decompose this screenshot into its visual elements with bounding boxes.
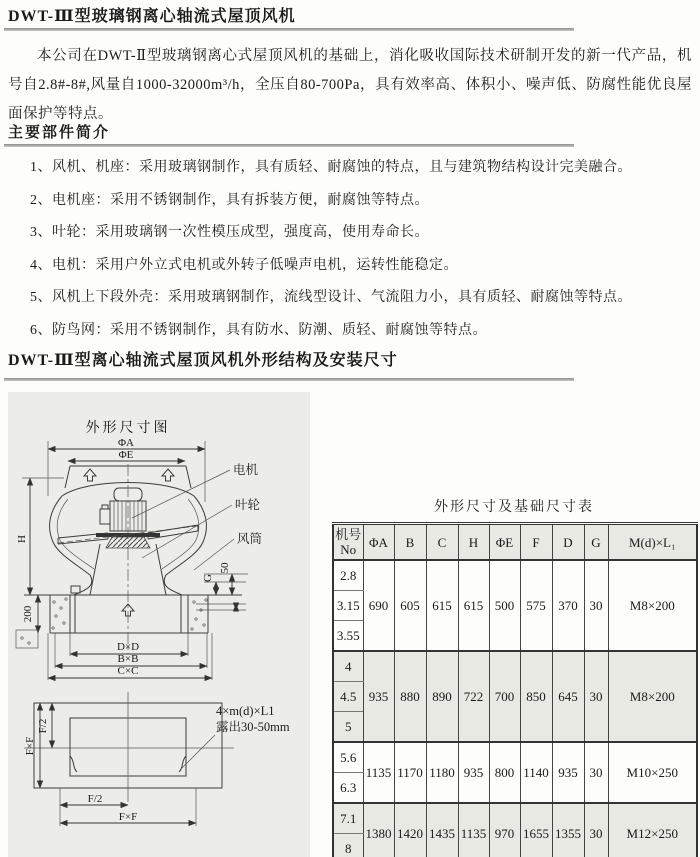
component-item: 2、电机座：采用不锈钢制作，具有拆装方便，耐腐蚀等特点。 bbox=[30, 192, 429, 208]
value-cell: M8×200 bbox=[608, 651, 697, 742]
value-cell: 615 bbox=[426, 560, 458, 651]
dims-table-block bbox=[332, 496, 696, 857]
label-impeller: 叶轮 bbox=[235, 498, 261, 512]
label-motor: 电机 bbox=[233, 463, 259, 477]
header-cell: M(d)×L₁ bbox=[608, 524, 697, 561]
model-cell: 5 bbox=[333, 712, 363, 743]
model-cell: 4.5 bbox=[333, 682, 363, 712]
value-cell: 890 bbox=[426, 651, 458, 742]
value-cell: 880 bbox=[394, 651, 426, 742]
dim-DxD: D×D bbox=[116, 641, 140, 653]
components-rule bbox=[4, 144, 574, 147]
dim-FxF-bottom: F×F bbox=[118, 811, 138, 823]
value-cell: M12×250 bbox=[608, 803, 697, 857]
value-cell: 645 bbox=[552, 651, 584, 742]
bolt-note-line2: 露出30-50mm bbox=[216, 720, 290, 734]
page-title: DWT-Ⅲ型玻璃钢离心轴流式屋顶风机 bbox=[8, 8, 296, 25]
value-cell: 935 bbox=[552, 742, 584, 803]
value-cell: 1180 bbox=[426, 742, 458, 803]
dims-rule bbox=[4, 378, 574, 381]
value-cell: 615 bbox=[458, 560, 489, 651]
table-body bbox=[333, 560, 697, 857]
value-cell: 935 bbox=[458, 742, 489, 803]
dim-200: 200 bbox=[22, 605, 34, 623]
value-cell: 30 bbox=[584, 560, 608, 651]
dim-F2-bottom: F/2 bbox=[87, 793, 103, 805]
value-cell: 1170 bbox=[394, 742, 426, 803]
component-item: 3、叶轮：采用玻璃钢一次性模压成型，强度高，使用寿命长。 bbox=[30, 225, 429, 240]
title-rule bbox=[4, 28, 574, 31]
model-cell: 2.8 bbox=[333, 560, 363, 591]
dim-G: G bbox=[202, 574, 214, 582]
components-list bbox=[30, 158, 692, 353]
label-duct: 风筒 bbox=[237, 532, 263, 546]
component-item: 4、电机：采用户外立式电机或外转子低噪声电机，运转性能稳定。 bbox=[30, 257, 458, 273]
model-cell: 3.15 bbox=[333, 591, 363, 621]
value-cell: 935 bbox=[363, 651, 394, 742]
model-cell: 7.1 bbox=[333, 803, 363, 834]
dims-heading: DWT-Ⅲ型离心轴流式屋顶风机外形结构及安装尺寸 bbox=[8, 352, 398, 369]
value-cell: 30 bbox=[584, 803, 608, 857]
value-cell: 800 bbox=[489, 742, 520, 803]
value-cell: 1420 bbox=[394, 803, 426, 857]
value-cell: 850 bbox=[520, 651, 552, 742]
value-cell: 605 bbox=[394, 560, 426, 651]
dim-FxF-side: F×F bbox=[24, 736, 36, 756]
dim-F2-side: F/2 bbox=[37, 718, 49, 734]
table-header-row bbox=[333, 524, 697, 561]
table-row bbox=[333, 742, 697, 773]
value-cell: 690 bbox=[363, 560, 394, 651]
dimension-drawing bbox=[8, 392, 310, 857]
bolt-note-line1: 4×m(d)×L1 bbox=[216, 704, 275, 718]
value-cell: 700 bbox=[489, 651, 520, 742]
figure-panel bbox=[8, 392, 310, 857]
component-item: 6、防鸟网：采用不锈钢制作，具有防水、防潮、质轻、耐腐蚀等特点。 bbox=[30, 322, 487, 338]
value-cell: 500 bbox=[489, 560, 520, 651]
table-row bbox=[333, 803, 697, 834]
model-cell: 4 bbox=[333, 651, 363, 682]
header-cell: ΦA bbox=[363, 524, 394, 561]
table-row bbox=[333, 560, 697, 591]
value-cell: 370 bbox=[552, 560, 584, 651]
component-item: 1、风机、机座：采用玻璃钢制作，具有质轻、耐腐蚀的特点，且与建筑物结构设计完美融合。 bbox=[30, 160, 632, 175]
value-cell: 1355 bbox=[552, 803, 584, 857]
value-cell: 1135 bbox=[363, 742, 394, 803]
header-cell: C bbox=[426, 524, 458, 561]
dims-table bbox=[332, 522, 698, 857]
components-heading: 主要部件简介 bbox=[8, 125, 111, 141]
header-cell: H bbox=[458, 524, 489, 561]
table-row bbox=[333, 651, 697, 682]
value-cell: 970 bbox=[489, 803, 520, 857]
model-cell: 6.3 bbox=[340, 779, 357, 795]
header-cell: D bbox=[552, 524, 584, 561]
dim-phiE: ΦE bbox=[118, 449, 134, 461]
model-cell: 5.6 bbox=[333, 742, 363, 773]
table-title: 外形尺寸及基础尺寸表 bbox=[434, 500, 594, 515]
value-cell: M10×250 bbox=[608, 742, 697, 803]
component-item: 5、风机上下段外壳：采用玻璃钢制作，流线型设计、气流阻力小，具有质轻、耐腐蚀等特点。 bbox=[30, 290, 632, 305]
airflow-arrow-icon bbox=[84, 469, 96, 481]
value-cell: 1140 bbox=[520, 742, 552, 803]
value-cell: M8×200 bbox=[608, 560, 697, 651]
value-cell: 30 bbox=[584, 651, 608, 742]
header-cell: G bbox=[584, 524, 608, 561]
dim-phiA: ΦA bbox=[118, 437, 134, 449]
dim-50: 50 bbox=[219, 562, 231, 574]
dim-BxB: B×B bbox=[117, 653, 139, 665]
dim-H: H bbox=[16, 535, 28, 543]
airflow-arrow-icon bbox=[162, 469, 174, 481]
value-cell: 30 bbox=[584, 742, 608, 803]
model-cell: 3.55 bbox=[336, 627, 360, 643]
value-cell: 1135 bbox=[458, 803, 489, 857]
header-cell: F bbox=[520, 524, 552, 561]
figure-title: 外形尺寸图 bbox=[85, 421, 171, 436]
dim-CxC: C×C bbox=[117, 665, 139, 677]
value-cell: 1655 bbox=[520, 803, 552, 857]
header-cell-model: 机号 No bbox=[333, 524, 363, 561]
model-cell: 8 bbox=[333, 834, 363, 857]
value-cell: 1380 bbox=[363, 803, 394, 857]
intro-paragraph: 本公司在DWT-Ⅱ型玻璃钢离心式屋顶风机的基础上，消化吸收国际技术研制开发的新一代产品，机号自2.8#-8#,风量自1000-32000m³/h，全压自80-700Pa，具有效率高、体积小、噪声低、防腐性能优良屋面保护等特点。 bbox=[8, 48, 692, 122]
value-cell: 722 bbox=[458, 651, 489, 742]
header-cell: ΦE bbox=[489, 524, 520, 561]
header-cell: B bbox=[394, 524, 426, 561]
value-cell: 1435 bbox=[426, 803, 458, 857]
value-cell: 575 bbox=[520, 560, 552, 651]
